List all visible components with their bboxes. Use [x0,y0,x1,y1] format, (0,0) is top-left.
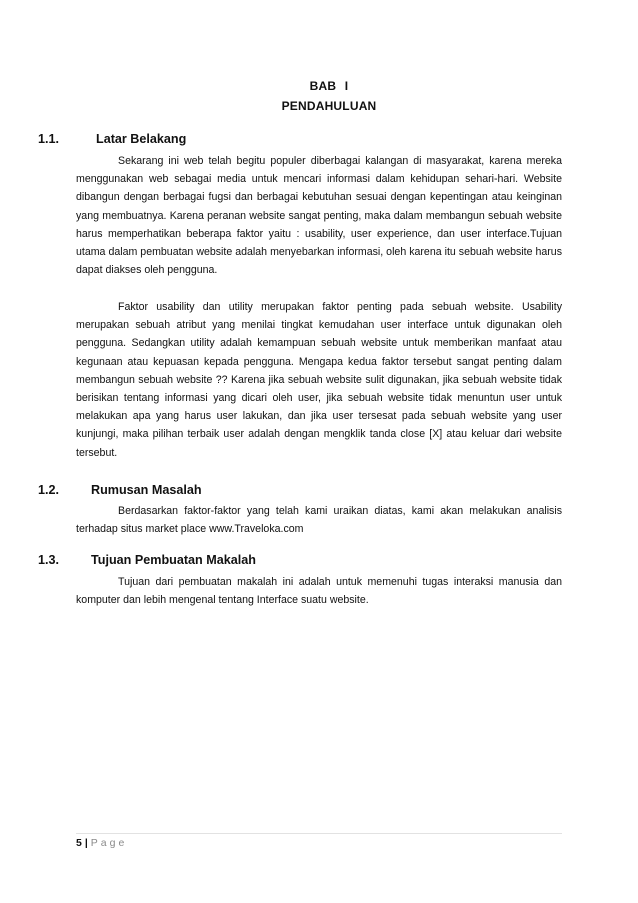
section-heading-tujuan [38,553,256,567]
paragraph-latar-belakang-2: Faktor usability dan utility merupakan faktor penting pada sebuah website. Usability merupakan sebuah atribut yang menilai tingkat kemudahan user interface untuk digunakan oleh pengguna. Sedangkan utility adalah kemampuan sebuah website untuk memberikan manfaat atau kegunaan atau kepuasan kepada pengguna. Mengapa kedua faktor tersebut sangat penting dalam membangun sebuah website ?? Karena jika sebuah website sulit digunakan, jika sebuah website tidak berisikan tentang informasi yang dicari oleh user, jika sebuah website tidak menuntun user untuk melakukan apa yang harus user lakukan, dan jika user tersesat pada sebuah website yang user kunjungi, maka pilihan terbaik user adalah dengan mengklik tanda close [X] atau keluar dari website tersebut. [76,301,562,459]
page-footer [76,837,127,849]
section-heading-rumusan-masalah [38,483,202,497]
page-label: Page [90,837,128,849]
section-number: 1.1. [38,132,60,146]
section-title: Rumusan Masalah [91,483,202,497]
footer-divider [76,833,562,834]
chapter-number: BAB I [309,79,349,93]
section-number: 1.2. [38,483,60,497]
chapter-title: PENDAHULUAN [281,99,377,113]
section-number: 1.3. [38,553,60,567]
footer-separator: | [84,837,88,849]
paragraph-latar-belakang-1: Sekarang ini web telah begitu populer diberbagai kalangan di masyarakat, karena mereka menggunakan web sebagai media untuk mencari informasi dalam kehidupan sehari-hari. Website dibangun dengan berbagai fugsi dan berbagai kebutuhan sesuai dengan kepentingan atau keinginan yang membuatnya. Karena peranan website sangat penting, maka dalam membangun sebuah website harus memperhatikan beberapa faktor yaitu : usability, user experience, dan user interface.Tujuan utama dalam pembuatan website adalah menyebarkan informasi, oleh karena itu sebuah website harus dapat diakses oleh pengguna. [76,155,562,277]
page-number: 5 [76,837,82,849]
paragraph-tujuan: Tujuan dari pembuatan makalah ini adalah untuk memenuhi tugas interaksi manusia dan komputer dan lebih mengenal tentang Interface suatu website. [76,576,562,607]
section-title: Latar Belakang [96,132,187,146]
section-title: Tujuan Pembuatan Makalah [91,553,256,567]
paragraph-rumusan-masalah: Berdasarkan faktor-faktor yang telah kami uraikan diatas, kami akan melakukan analisis terhadap situs market place www.Traveloka.com [76,505,562,536]
section-heading-latar-belakang [38,132,186,146]
